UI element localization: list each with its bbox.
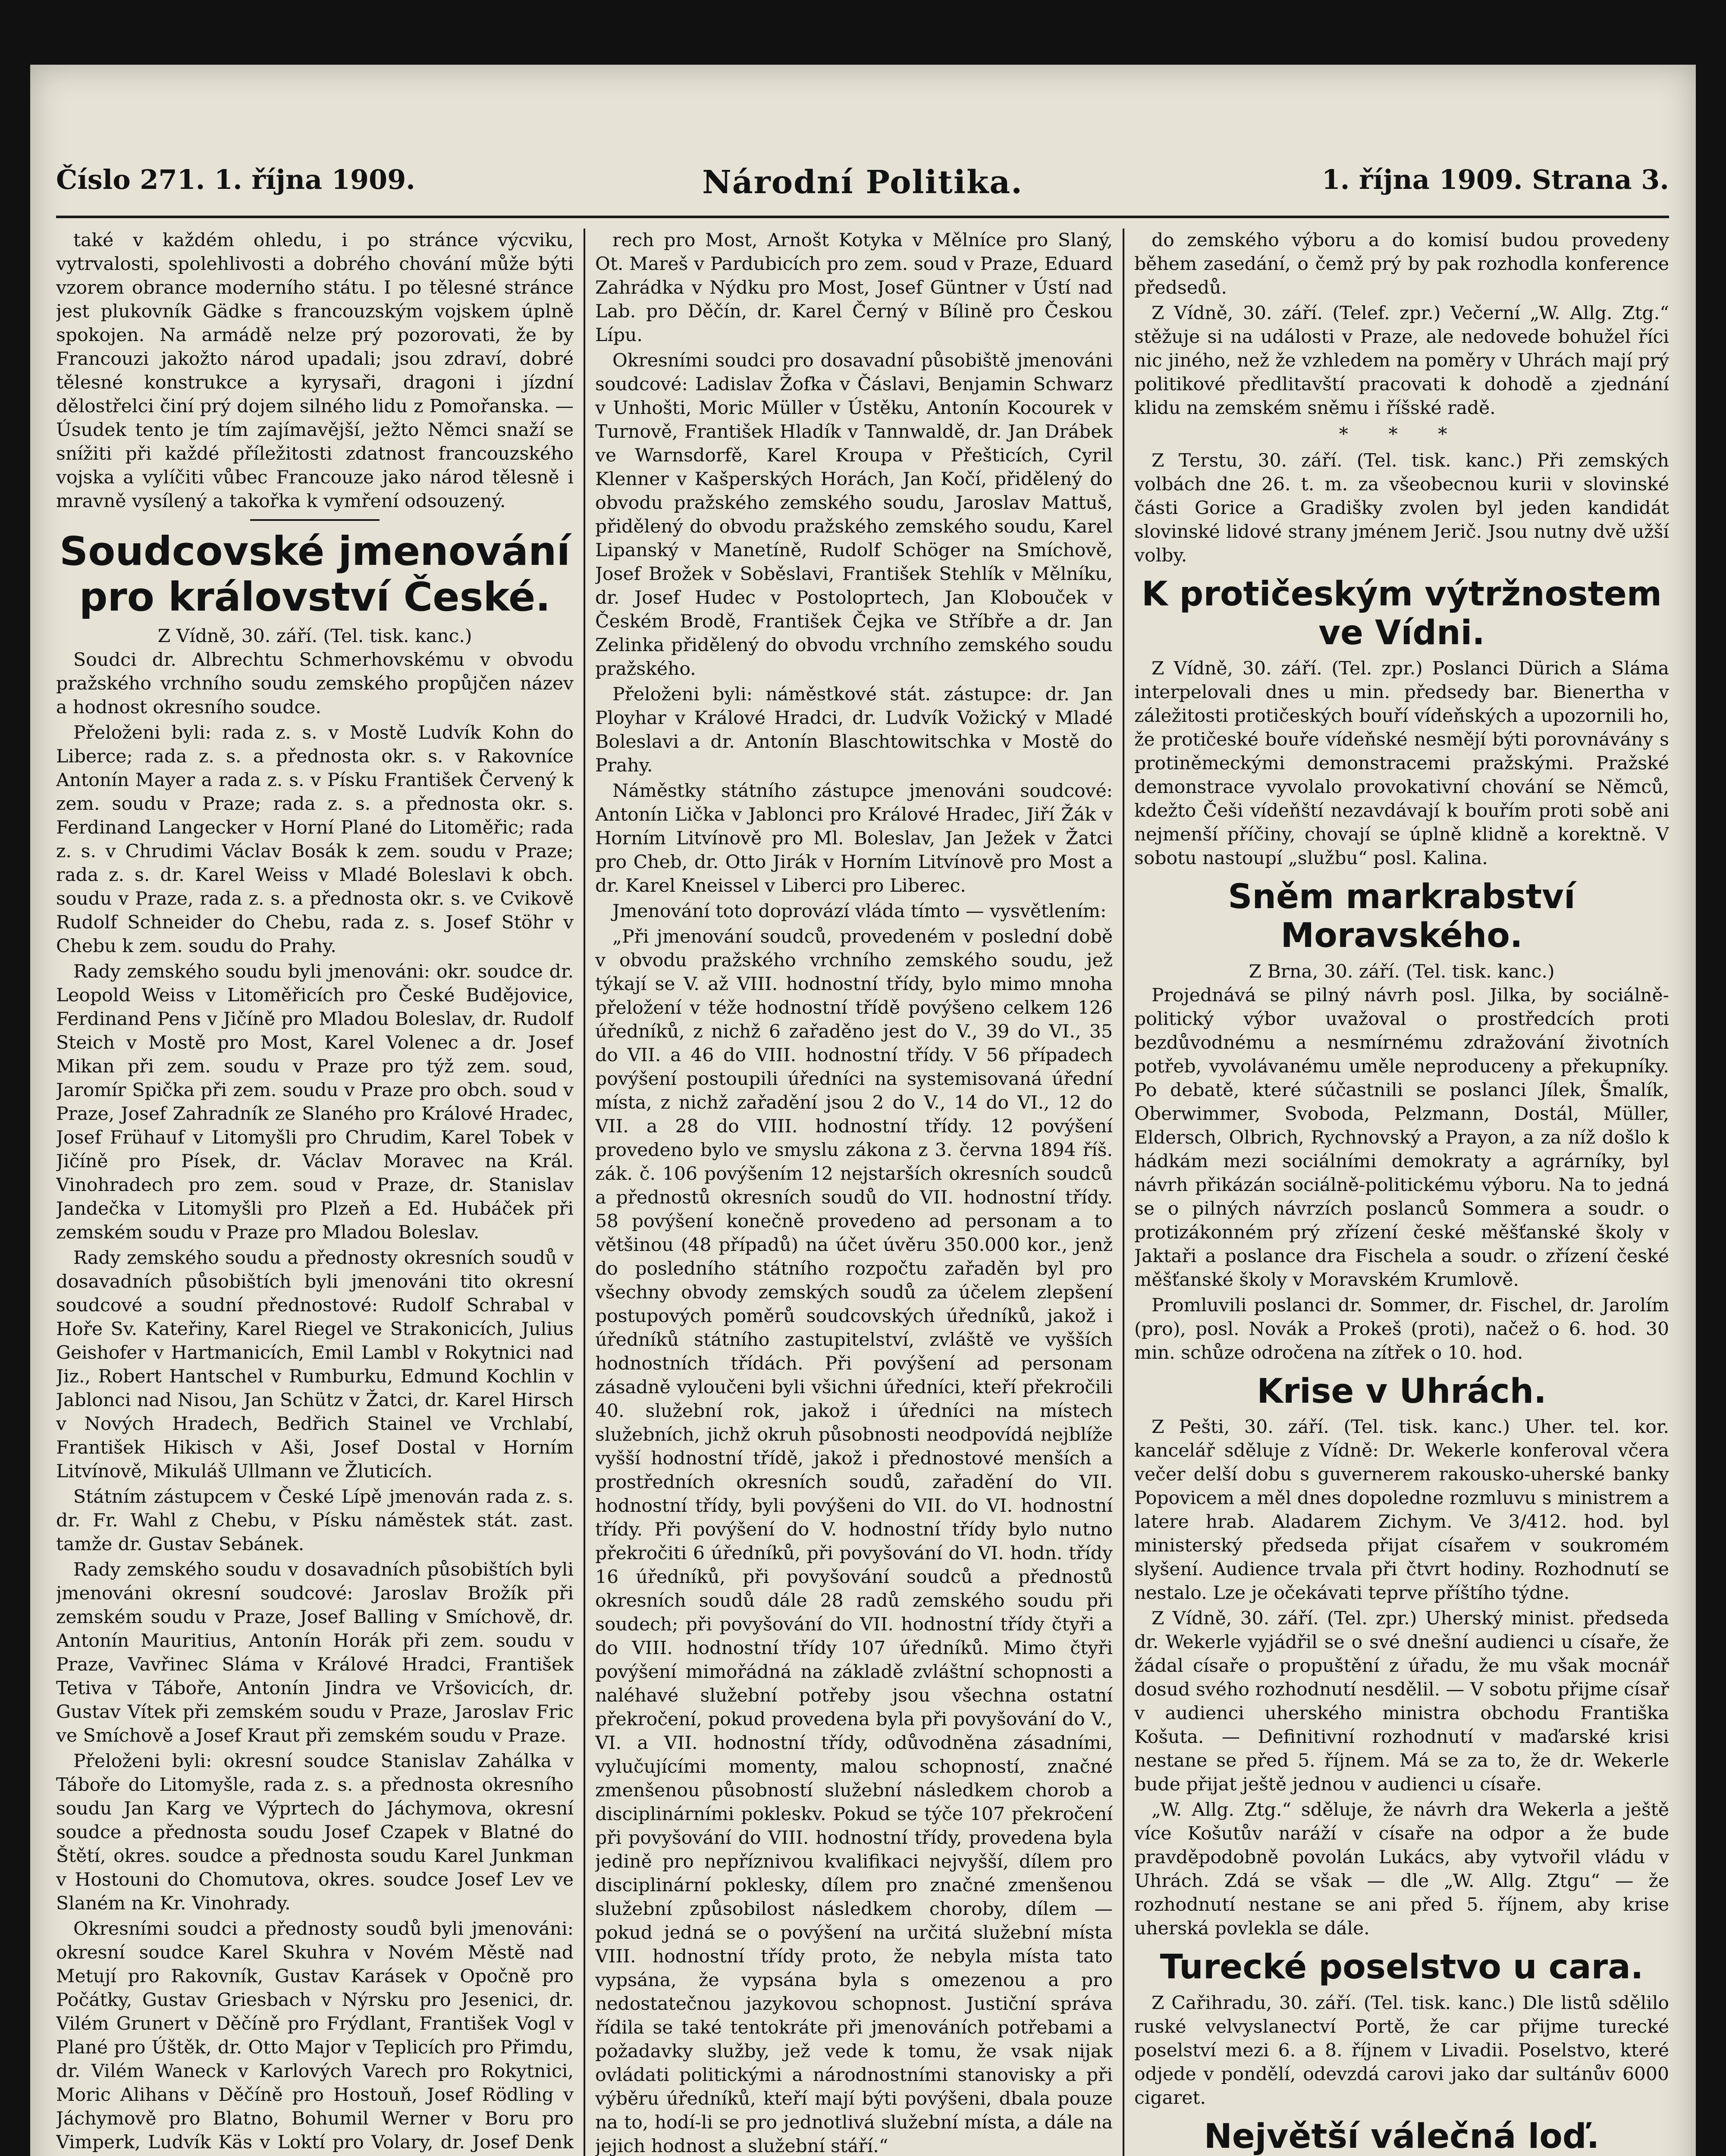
article-heading: Soudcovské jmenování pro království České. <box>59 528 570 620</box>
paragraph: rech pro Most, Arnošt Kotyka v Mělníce pro Slaný, Ot. Mareš v Pardubicích pro zem. soud v Praze, Eduard Zahrádka v Nýdku pro Most, Josef Güntner v Ústí nad Lab. pro Děčín, dr. Karel Černý v Bílině pro Českou Lípu. <box>595 230 1113 346</box>
article-heading: Největší válečná loď. <box>1204 2117 1600 2156</box>
paragraph: také v každém ohledu, i po stránce výcviku, vytrvalosti, spolehlivosti a dobrého chování může býti vzorem obrance moderního státu. I po tělesné stránce jest plukovník Gädke s francouzským vojskem úplně spokojen. Na armádě nelze prý pozorovati, že by Francouzi jakožto národ upadali; jsou zdraví, dobré tělesné konstrukce a kyrysaři, dragoni i jízdní dělostřelci činí prý dojem silného lidu z Pomořanska. — Úsudek tento je tím zajímavější, ježto Němci snaží se snížiti při každé příležitosti zdatnost francouzského vojska a vylíčiti vůbec Francouze jako národ tělesně i mravně vysílený a takořka k vymření odsouzený. <box>56 230 574 512</box>
article-heading: K protičeským výtržnostem ve Vídni. <box>1141 575 1662 652</box>
paragraph: Státním zástupcem v České Lípě jmenován rada z. s. dr. Fr. Wahl z Chebu, v Písku náměstek stát. zast. tamže dr. Gustav Sebánek. <box>56 1486 574 1555</box>
paragraph: Z Cařihradu, 30. září. (Tel. tisk. kanc.) Dle listů sdělilo ruské velvyslanectví Portě, že car přijme turecké poselství mezi 6. a 8. říjnem v Livadii. Poselstvo, které odjede v pondělí, odevzdá carovi jako dar sultánův 6000 cigaret. <box>1134 1993 1669 2109</box>
paragraph: Soudci dr. Albrechtu Schmerhovskému v obvodu pražského vrchního soudu zemského propůjčen název a hodnost okresního soudce. <box>56 649 574 718</box>
paragraph: Z Vídně, 30. září. (Tel. zpr.) Poslanci Dürich a Sláma interpelovali dnes u min. předsedy bar. Bienertha v záležitosti protičeských bouří vídeňských a upozornili ho, že protičeské bouře vídeňské nesmějí býti porovnávány s protiněmeckými demonstracemi pražskými. Pražské demonstrace vyvolalo provokativní chování se Němců, kdežto Češi vídeňští nezavdávají k bouřím proti sobě ani nejmenší příčiny, chovají se úplně klidně a korektně. V sobotu nastoupí „službu“ posl. Kalina. <box>1134 658 1669 869</box>
article-heading: Krise v Uhrách. <box>1257 1372 1547 1411</box>
paragraph: „W. Allg. Ztg.“ sděluje, že návrh dra Wekerla a ještě více Košutův naráží v císaře na odpor a že bude pravděpodobně povolán Lukács, aby vytvořil vládu v Uhrách. Zdá se však — dle „W. Allg. Ztgu“ — že rozhodnutí nestane se ani před 5. říjnem, aby krise uherská povlekla se dále. <box>1134 1799 1669 1940</box>
paragraph: Jmenování toto doprovází vláda tímto — vysvětlením: <box>612 901 1107 922</box>
paragraph: Přeloženi byli: rada z. s. v Mostě Ludvík Kohn do Liberce; rada z. s. a přednosta okr. s. v Rakovníce Antonín Mayer a rada z. s. v Písku František Červený k zem. soudu v Praze; rada z. s. a přednosta okr. s. Ferdinand Langecker v Horní Plané do Litoměřic; rada z. s. v Chrudimi Václav Bosák k zem. soudu v Praze; rada z. s. dr. Karel Weiss v Mladé Boleslavi k obch. soudu v Praze, rada z. s. a přednosta okr. s. ve Cvikově Rudolf Schneider do Chebu, rada z. s. Josef Stöhr v Chebu k zem. soudu do Prahy. <box>56 722 574 957</box>
column-divider <box>584 229 585 2156</box>
paragraph: Z Vídně, 30. září. (Tel. zpr.) Uherský minist. předseda dr. Wekerle vyjádřil se o své dnešní audienci u císaře, že žádal císaře o propuštění z úřadu, že mu však mocnář dosud svého rozhodnutí nesdělil. — V sobotu přijme císař v audienci uherského ministra obchodu Františka Košuta. — Definitivní rozhodnutí v maďarské krisi nestane se před 5. říjnem. Má se za to, že dr. Wekerle bude přijat ještě jednou v audienci u císaře. <box>1134 1608 1669 1796</box>
page-header <box>56 164 1669 218</box>
separator-stars: * * * <box>1339 424 1465 445</box>
section-divider <box>250 519 380 521</box>
masthead-title: Národní Politika. <box>702 164 1023 201</box>
article-heading: Turecké poselstvo u cara. <box>1160 1948 1644 1987</box>
paragraph: Náměstky státního zástupce jmenováni soudcové: Antonín Lička v Jablonci pro Králové Hradec, Jiří Žák v Horním Litvínově pro Ml. Boleslav, Jan Ježek v Žatci pro Cheb, dr. Otto Jirák v Horním Litvínově pro Most a dr. Karel Kneissel v Liberci pro Liberec. <box>595 780 1113 896</box>
paragraph: Projednává se pilný návrh posl. Jilka, by sociálně-politický výbor uvažoval o prostředcích proti bezdůvodnému a nesmírnému zdražování životních potřeb, vyvolávanému uměle neproduceny a překupníky. Po debatě, které súčastnili se poslanci Jílek, Šmalík, Oberwimmer, Svoboda, Pelzmann, Dostál, Müller, Eldersch, Olbrich, Rychnovský a Prayon, a za níž došlo k hádkám mezi sociálními demokraty a agrárníky, byl návrh přikázán sociálně-politickému výboru. Na to jedná se o pilných návrzích poslanců Sommera a soudr. o protizákonném prý zřízení české měšťanské školy v Jaktaři a poslance dra Fischela a soudr. o zřízení české měšťanské školy v Moravském Krumlově. <box>1134 984 1669 1291</box>
page-number: 1. října 1909. Strana 3. <box>1321 164 1669 195</box>
paragraph: Rady zemského soudu v dosavadních působištích byli jmenováni okresní soudcové: Jaroslav Brožík při zemském soudu v Praze, Josef Balling v Smíchově, dr. Antonín Mauritius, Antonín Horák při zem. soudu v Praze, Vavřinec Sláma v Králové Hradci, František Tetiva v Táboře, Antonín Jindra ve Vršovicích, dr. Gustav Vítek při zemském soudu v Praze, Jaroslav Fric ve Smíchově a Josef Kraut při zemském soudu v Praze. <box>56 1559 574 1746</box>
column-2 <box>595 229 1113 2156</box>
paragraph: Promluvili poslanci dr. Sommer, dr. Fischel, dr. Jarolím (pro), posl. Novák a Prokeš (proti), načež o 6. hod. 30 min. schůze odročena na zítřek o 10. hod. <box>1134 1294 1669 1363</box>
article-heading: Sněm markrabství Moravského. <box>1228 877 1575 956</box>
paragraph: Rady zemského soudu a přednosty okresních soudů v dosavadních působištích byli jmenováni tito okresní soudcové a soudní přednostové: Rudolf Schrabal v Hoře Sv. Kateřiny, Karel Riegel ve Strakonicích, Julius Geishofer v Hartmanicích, Emil Lambl v Rokytnici nad Jiz., Robert Hantschel v Rumburku, Edmund Kochlin v Jablonci nad Nisou, Jan Schütz v Žatci, dr. Karel Hirsch v Nových Hradech, Bedřich Stainel ve Vrchlabí, František Hikisch v Aši, Josef Dostal v Horním Litvínově, Mikuláš Ullmann ve Žluticích. <box>56 1247 574 1482</box>
dateline: Z Vídně, 30. září. (Tel. tisk. kanc.) <box>157 625 472 647</box>
paragraph: Přeloženi byli: okresní soudce Stanislav Zahálka v Táboře do Litomyšle, rada z. s. a přednosta okresního soudu Jan Karg ve Výprtech do Jáchymova, okresní soudce a přednosta soudu Josef Czapek v Blatné do Štětí, okres. soudce a přednosta soudu Karel Junkman v Hostouni do Chomutova, okres. soudce Josef Lev ve Slaném na Kr. Vinohrady. <box>56 1750 574 1914</box>
paragraph: Přeloženi byli: náměstkové stát. zástupce: dr. Jan Ployhar v Králové Hradci, dr. Ludvík Vožický v Mladé Boleslavi a dr. Antonín Blaschtowitschka v Mostě do Prahy. <box>595 684 1113 776</box>
dateline: Z Brna, 30. září. (Tel. tisk. kanc.) <box>1249 961 1555 982</box>
paragraph: do zemského výboru a do komisí budou provedeny během zasedání, o čemž prý by pak rozhodla konference předsedů. <box>1134 230 1669 298</box>
paragraph: Okresními soudci pro dosavadní působiště jmenováni soudcové: Ladislav Žofka v Čáslavi, Benjamin Schwarz v Unhošti, Moric Müller v Ústěku, Antonín Kocourek v Turnově, František Hladík v Tannwaldě, dr. Jan Drábek ve Warnsdorfě, Karel Kroupa v Přešticích, Cyril Klenner v Kašperských Horách, Jan Kočí, přidělený do obvodu pražského zemského soudu, Jaroslav Mattuš, přidělený do obvodu pražského zemského soudu, Karel Lipanský v Manetíně, Rudolf Schöger na Smíchově, Josef Brožek v Soběslavi, František Stehlík v Mělníku, dr. Josef Hudec v Postoloprtech, Jan Klobouček v Českém Brodě, František Čejka ve Stříbře a dr. Jan Zelinka přidělený do obvodu vrchního zemského soudu pražského. <box>595 350 1113 680</box>
paragraph: Z Pešti, 30. září. (Tel. tisk. kanc.) Uher. tel. kor. kancelář sděluje z Vídně: Dr. Wekerle konferoval včera večer delší dobu s guvernerem rakousko-uherské banky Popovicem a měl dnes dopoledne rozmluvu s ministrem a latere hrab. Aladarem Zichym. Ve 3/412. hod. byl ministerský předseda přijat císařem v soukromém slyšení. Audience trvala při čtvrt hodiny. Rozhodnutí se nestalo. Lze je očekávati teprve příštího týdne. <box>1134 1416 1669 1604</box>
paragraph: Z Terstu, 30. září. (Tel. tisk. kanc.) Při zemských volbách dne 26. t. m. za všeobecnou kurii v slovinské části Gorice a Gradišky zvolen byl jeden kandidát slovinské lidové strany jménem Jerič. Jsou nutny dvě užší volby. <box>1134 450 1669 566</box>
column-divider <box>1123 229 1124 2156</box>
column-3 <box>1134 229 1669 2156</box>
paragraph: Rady zemského soudu byli jmenováni: okr. soudce dr. Leopold Weiss v Litoměřicích pro České Budějovice, Ferdinand Pens v Jičíně pro Mladou Boleslav, dr. Rudolf Steich v Mostě pro Most, Karel Volenec a dr. Josef Mikan při zem. soudu v Praze pro týž zem. soud, Jaromír Spička při zem. soudu v Praze pro obch. soud v Praze, Josef Zahradník ze Slaného pro Králové Hradec, Josef Frühauf v Litomyšli pro Chrudim, Karel Tobek v Jičíně pro Písek, dr. Václav Moravec na Král. Vinohradech pro zem. soud v Praze, dr. Stanislav Jandečka v Litomyšli pro Plzeň a Ed. Hubáček při zemském soudu v Praze pro Mladou Boleslav. <box>56 961 574 1243</box>
paragraph: „Při jmenování soudců, provedeném v poslední době v obvodu pražského vrchního zemského soudu, jež týkají se V. až VIII. hodnostní třídy, bylo mimo mnoha přeložení v téže hodnostní třídě povýšeno celkem 126 úředníků, z nichž 6 zařaděno jest do V., 39 do VI., 35 do VII. a 46 do VIII. hodnostní třídy. V 56 případech povýšení postoupili úředníci na systemisovaná úřední místa, z nichž zařadění jsou 2 do V., 14 do VI., 12 do VII. a 28 do VIII. hodnostní třídy. 12 povýšení provedeno bylo ve smyslu zákona z 3. června 1894 říš. zák. č. 106 povýšením 12 nejstarších okresních soudců a přednostů okresních soudů do VII. hodnostní třídy. 58 povýšení konečně provedeno ad personam a to většinou (48 případů) na účet úvěru 350.000 kor., jenž do posledního státního rozpočtu zařaděn byl pro všechny obvody zemských soudů za účelem zlepšení postupových poměrů soudcovských úředníků, jakož i úředníků státního zastupitelství, zvláště ve vyšších hodnostních třídách. Při povýšení ad personam zásadně vyloučeni byli všichni úředníci, kteří překročili 40. služební rok, jakož i úředníci na místech služebních, jichž okruh působnosti neodpovídá nejblíže vyšší hodnostní třídě, jakož i přednostové menších a prostředních okresních soudů, zařadění do VII. hodnostní třídy, byli povýšeni do VII. do VI. hodnostní třídy. Při povýšení do V. hodnostní třídy bylo nutno překročiti 6 úředníků, při povyšování do VI. hodn. třídy 16 úředníků, při povyšování soudců a přednostů okresních soudů dále 28 radů zemského soudu při soudech; při povyšování do VII. hodnostní třídy čtyři a do VIII. hodnostní třídy 107 úředníků. Mimo čtyři povýšení mimořádná na základě zvláštní schopnosti a naléhavé služební potřeby jsou všechna ostatní překročení, pokud provedena byla při povyšování do V., VI. a VII. hodnostní třídy, odůvodněna zásadními, vylučujícími momenty, malou schopností, značné zmenšenou působností služební následkem chorob a disciplinárními pokleskv. Pokud se týče 107 překročení při povyšování do VIII. hodnostní třídy, provedena byla jedině pro nepříznivou kvalifikaci nejvyšší, dílem pro disciplinární poklesky, dílem pro značné zmenšenou služební způsobilost následkem choroby, dílem — pokud jedná se o povýšení na určitá služební místa VIII. hodnostní třídy proto, že nebyla místa tato vypsána, že vypsána byla s omezenou a pro nedostatečnou jazykovou schopnost. Justiční správa řídila se také tentokráte při jmenováních potřebami a požadavky služby, jež vede k tomu, že vsak nijak ovládati politickými a národnostními stanovisky a při výběru úředníků, kteří mají býti povýšeni, dbala pouze na to, hodí-li se pro jednotlivá služební místa, a dále na jejich hodnost a služební stáří.“ <box>595 926 1113 2156</box>
paragraph: Okresními soudci a přednosty soudů byli jmenováni: okresní soudce Karel Skuhra v Novém Městě nad Metují pro Rakovník, Gustav Karásek v Opočně pro Počátky, Gustav Griesbach v Nýrsku pro Jesenici, dr. Vilém Grunert v Děčíně pro Frýdlant, František Vogl v Plané pro Úštěk, dr. Otto Major v Teplicích pro Přimdu, dr. Vilém Waneck v Karlových Varech pro Rokytnici, Moric Alihans v Děčíně pro Hostouň, Josef Rödling v Jáchymově pro Blatno, Bohumil Werner v Boru pro Vimperk, Ludvík Käs v Loktí pro Volary, dr. Josef Denk <box>56 1918 574 2153</box>
newspaper-page <box>30 65 1696 2156</box>
issue-date: Číslo 271. 1. října 1909. <box>56 164 415 195</box>
column-1 <box>56 229 574 2156</box>
paragraph: Z Vídně, 30. září. (Telef. zpr.) Večerní „W. Allg. Ztg.“ stěžuje si na události v Praze, ale nedovede bohužel říci nic jiného, než že vzhledem na poměry v Uhrách mají prý politikové předlitavští pracovati k dohodě a zjednání klidu na zemském sněmu i říšské radě. <box>1134 303 1669 419</box>
